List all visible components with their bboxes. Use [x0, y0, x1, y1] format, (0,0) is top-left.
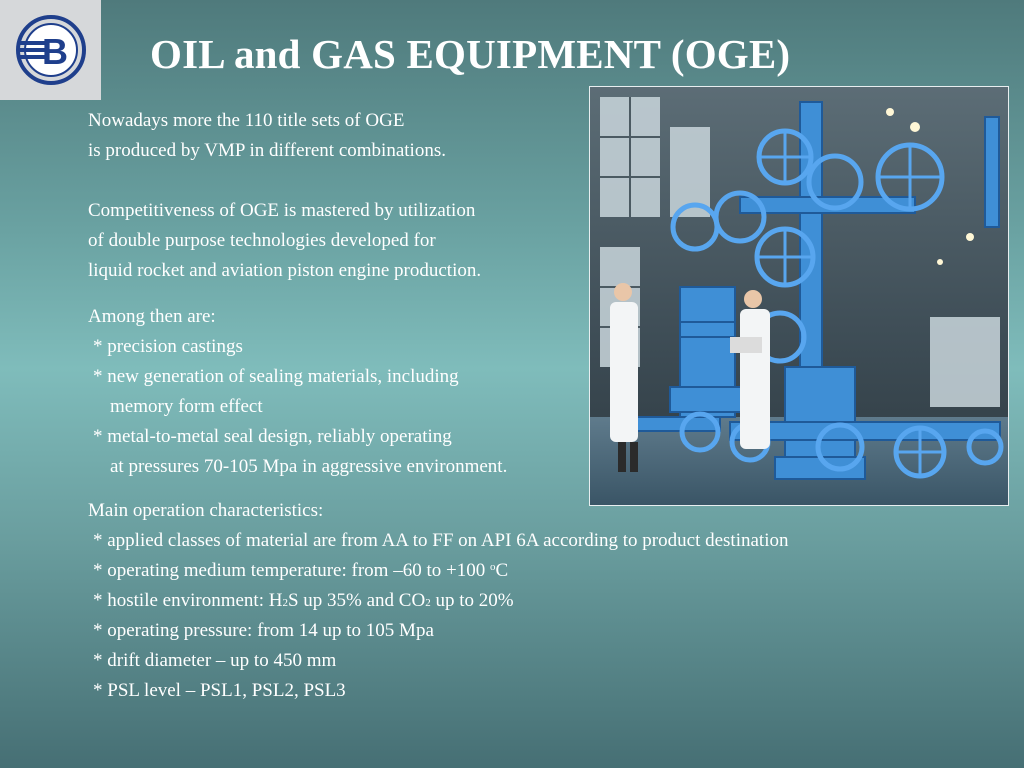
equipment-photo [589, 86, 1009, 506]
list-item: * PSL level – PSL1, PSL2, PSL3 [93, 680, 346, 701]
list-item: * new generation of sealing materials, including [93, 366, 459, 387]
list-item: * operating medium temperature: from –60 to +100 $^o$C [93, 560, 509, 581]
logo [0, 0, 101, 100]
intro-paragraph [88, 106, 446, 166]
list-item: * hostile environment: H2S up 35% and CO2 up to 20% [93, 590, 514, 611]
page-title: OIL and GAS EQUIPMENT (OGE) [150, 31, 791, 77]
list-item: * applied classes of material are from AA to FF on API 6A according to product destination [93, 530, 789, 551]
wellhead-equipment-illustration [590, 87, 1008, 505]
list-item-continuation: memory form effect [110, 396, 263, 417]
intro-line: is produced by VMP in different combinations. [88, 140, 446, 161]
list-item: * operating pressure: from 14 up to 105 Mpa [93, 620, 434, 641]
competitiveness-line: liquid rocket and aviation piston engine production. [88, 260, 482, 281]
svg-text:B: B [41, 31, 68, 72]
competitiveness-line: of double purpose technologies developed for [88, 230, 436, 251]
list-heading: Among then are: [88, 306, 216, 327]
list-heading: Main operation characteristics: [88, 500, 324, 521]
list-item: * precision castings [93, 336, 243, 357]
characteristics-list [88, 496, 788, 706]
vmp-emblem-icon [12, 11, 90, 89]
list-item: * metal-to-metal seal design, reliably operating [93, 426, 452, 447]
intro-line: Nowadays more the 110 title sets of OGE [88, 110, 405, 131]
competitiveness-line: Competitiveness of OGE is mastered by utilization [88, 200, 476, 221]
competitiveness-paragraph [88, 196, 481, 286]
technologies-list [88, 302, 507, 482]
list-item: * drift diameter – up to 450 mm [93, 650, 337, 671]
list-item-continuation: at pressures 70-105 Mpa in aggressive environment. [110, 456, 508, 477]
